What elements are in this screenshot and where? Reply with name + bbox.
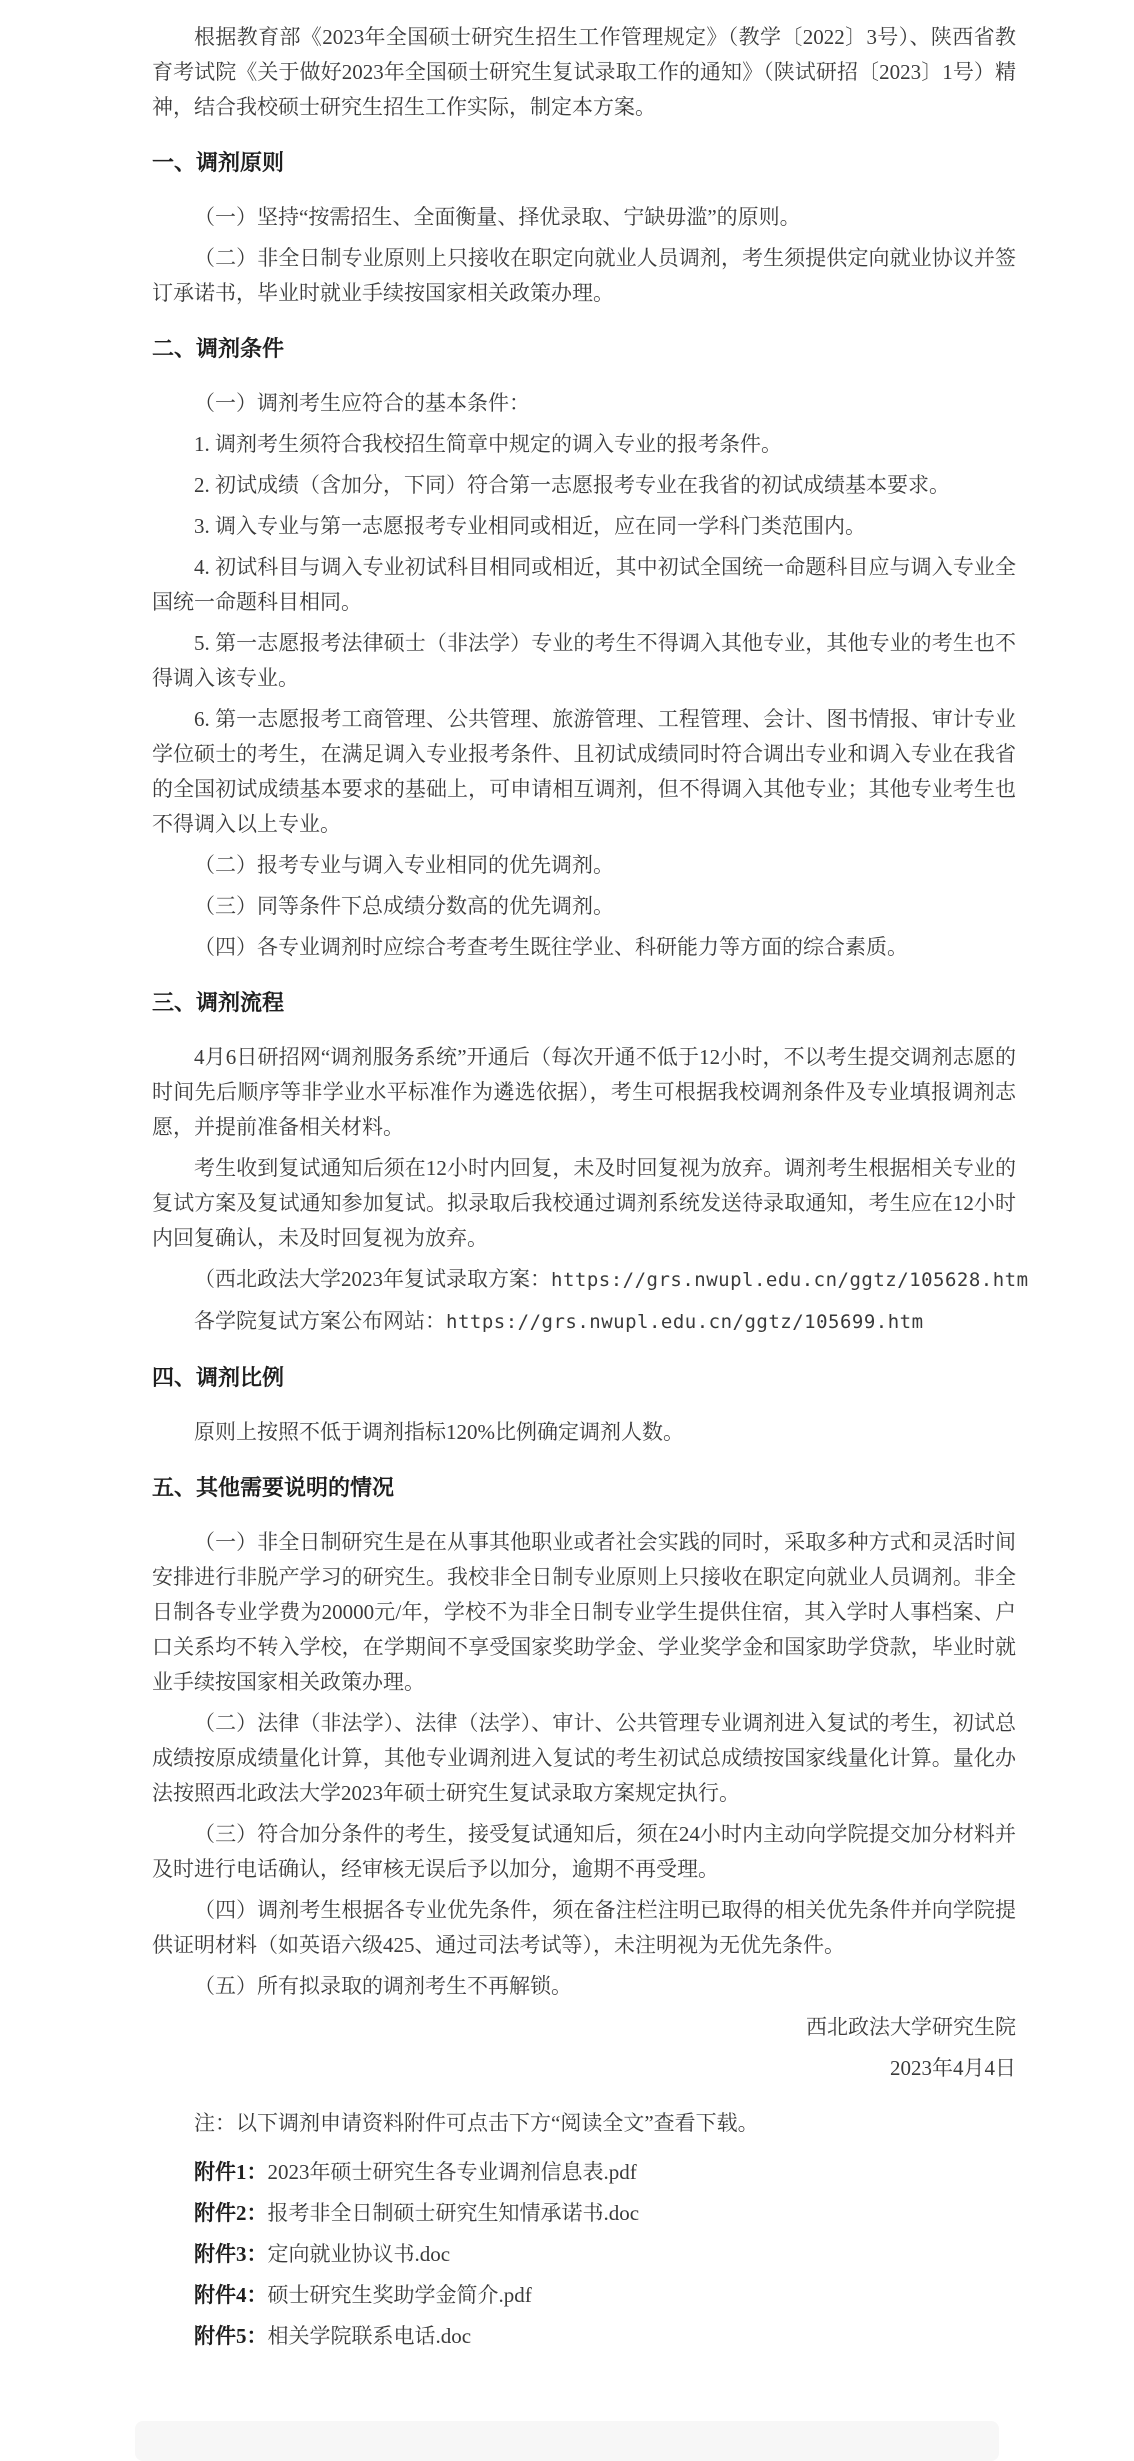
paragraph: 考生收到复试通知后须在12小时内回复，未及时回复视为放弃。调剂考生根据相关专业的复试方案及复试通知参加复试。拟录取后我校通过调剂系统发送待录取通知，考生应在12小时内回复确认，未及时回复视为放弃。	[152, 1156, 1016, 1250]
paragraph: 4. 初试科目与调入专业初试科目相同或相近，其中初试全国统一命题科目应与调入专业全国统一命题科目相同。	[152, 555, 1016, 614]
paragraph: （四）各专业调剂时应综合考查考生既往学业、科研能力等方面的综合素质。	[194, 935, 908, 959]
paragraph: （三）符合加分条件的考生，接受复试通知后，须在24小时内主动向学院提交加分材料并及时进行电话确认，经审核无误后予以加分，逾期不再受理。	[152, 1822, 1016, 1881]
attachment-label: 附件1：	[194, 2160, 268, 2184]
attachment-filename: 硕士研究生奖助学金简介.pdf	[267, 2283, 532, 2307]
attachment-label: 附件2：	[194, 2201, 268, 2225]
attachment-filename: 相关学院联系电话.doc	[267, 2324, 472, 2348]
paragraph: （四）调剂考生根据各专业优先条件，须在备注栏注明已取得的相关优先条件并向学院提供证明材料（如英语六级425、通过司法考试等），未注明视为无优先条件。	[152, 1898, 1016, 1957]
attachment-filename: 报考非全日制硕士研究生知情承诺书.doc	[267, 2201, 640, 2225]
url-text: https://grs.nwupl.edu.cn/ggtz/105699.htm	[446, 1311, 924, 1333]
paragraph: （二）法律（非法学）、法律（法学）、审计、公共管理专业调剂进入复试的考生，初试总成绩按原成绩量化计算，其他专业调剂进入复试的考生初试总成绩按国家线量化计算。量化办法按照西北政法大学2023年硕士研究生复试录取方案规定执行。	[152, 1711, 1016, 1805]
date-line: 2023年4月4日	[890, 2056, 1016, 2080]
url-line-label: （西北政法大学2023年复试录取方案：	[194, 1267, 551, 1291]
paragraph: 1. 调剂考生须符合我校招生简章中规定的调入专业的报考条件。	[194, 432, 782, 456]
paragraph: 3. 调入专业与第一志愿报考专业相同或相近，应在同一学科门类范围内。	[194, 514, 866, 538]
paragraph: 6. 第一志愿报考工商管理、公共管理、旅游管理、工程管理、会计、图书情报、审计专业学位硕士的考生，在满足调入专业报考条件、且初试成绩同时符合调出专业和调入专业在我省的全国初试成绩基本要求的基础上，可申请相互调剂，但不得调入其他专业；其他专业考生也不得调入以上专业。	[152, 707, 1016, 836]
note-line: 注：以下调剂申请资料附件可点击下方“阅读全文”查看下载。	[194, 2111, 759, 2135]
section-heading: 一、调剂原则	[152, 150, 285, 175]
section-heading: 二、调剂条件	[152, 336, 285, 361]
attachment-filename: 2023年硕士研究生各专业调剂信息表.pdf	[267, 2160, 637, 2184]
paragraph: （五）所有拟录取的调剂考生不再解锁。	[194, 1974, 572, 1998]
attachment-item	[152, 2278, 1016, 2313]
footer-bar	[135, 2421, 999, 2461]
paragraph: 4月6日研招网“调剂服务系统”开通后（每次开通不低于12小时，不以考生提交调剂志愿的时间先后顺序等非学业水平标准作为遴选依据），考生可根据我校调剂条件及专业填报调剂志愿，并提前准备相关材料。	[152, 1045, 1016, 1139]
attachment-filename: 定向就业协议书.doc	[267, 2242, 451, 2266]
paragraph: 5. 第一志愿报考法律硕士（非法学）专业的考生不得调入其他专业，其他专业的考生也不得调入该专业。	[152, 631, 1016, 690]
paragraph: （二）非全日制专业原则上只接收在职定向就业人员调剂，考生须提供定向就业协议并签订承诺书，毕业时就业手续按国家相关政策办理。	[152, 246, 1016, 305]
paragraph: （一）非全日制研究生是在从事其他职业或者社会实践的同时，采取多种方式和灵活时间安排进行非脱产学习的研究生。我校非全日制专业原则上只接收在职定向就业人员调剂。非全日制各专业学费为20000元/年，学校不为非全日制专业学生提供住宿，其入学时人事档案、户口关系均不转入学校，在学期间不享受国家奖助学金、学业奖学金和国家助学贷款，毕业时就业手续按国家相关政策办理。	[152, 1530, 1016, 1694]
section-heading: 四、调剂比例	[152, 1365, 285, 1390]
attachment-label: 附件5：	[194, 2324, 268, 2348]
paragraph: 根据教育部《2023年全国硕士研究生招生工作管理规定》（教学〔2022〕3号）、陕西省教育考试院《关于做好2023年全国硕士研究生复试录取工作的通知》（陕试研招〔2023〕1号）精神，结合我校硕士研究生招生工作实际，制定本方案。	[152, 25, 1016, 119]
attachment-label: 附件4：	[194, 2283, 268, 2307]
url-line-label: 各学院复试方案公布网站：	[194, 1309, 446, 1333]
url-text: https://grs.nwupl.edu.cn/ggtz/105628.htm	[551, 1269, 1029, 1291]
paragraph: （一）调剂考生应符合的基本条件：	[194, 391, 530, 415]
document-body	[152, 20, 1029, 2354]
url-line	[152, 1262, 1029, 1298]
paragraph: （一）坚持“按需招生、全面衡量、择优录取、宁缺毋滥”的原则。	[194, 205, 801, 229]
attachment-item	[152, 2196, 1016, 2231]
paragraph: 原则上按照不低于调剂指标120%比例确定调剂人数。	[194, 1420, 684, 1444]
attachment-item	[152, 2237, 1016, 2272]
paragraph: 2. 初试成绩（含加分，下同）符合第一志愿报考专业在我省的初试成绩基本要求。	[194, 473, 950, 497]
paragraph: （三）同等条件下总成绩分数高的优先调剂。	[194, 894, 614, 918]
attachment-label: 附件3：	[194, 2242, 268, 2266]
section-heading: 五、其他需要说明的情况	[152, 1475, 395, 1500]
paragraph: （二）报考专业与调入专业相同的优先调剂。	[194, 853, 614, 877]
section-heading: 三、调剂流程	[152, 990, 285, 1015]
attachment-item	[152, 2155, 1016, 2190]
url-line	[152, 1304, 1016, 1340]
signature-line: 西北政法大学研究生院	[806, 2015, 1016, 2039]
attachment-item	[152, 2319, 1016, 2354]
